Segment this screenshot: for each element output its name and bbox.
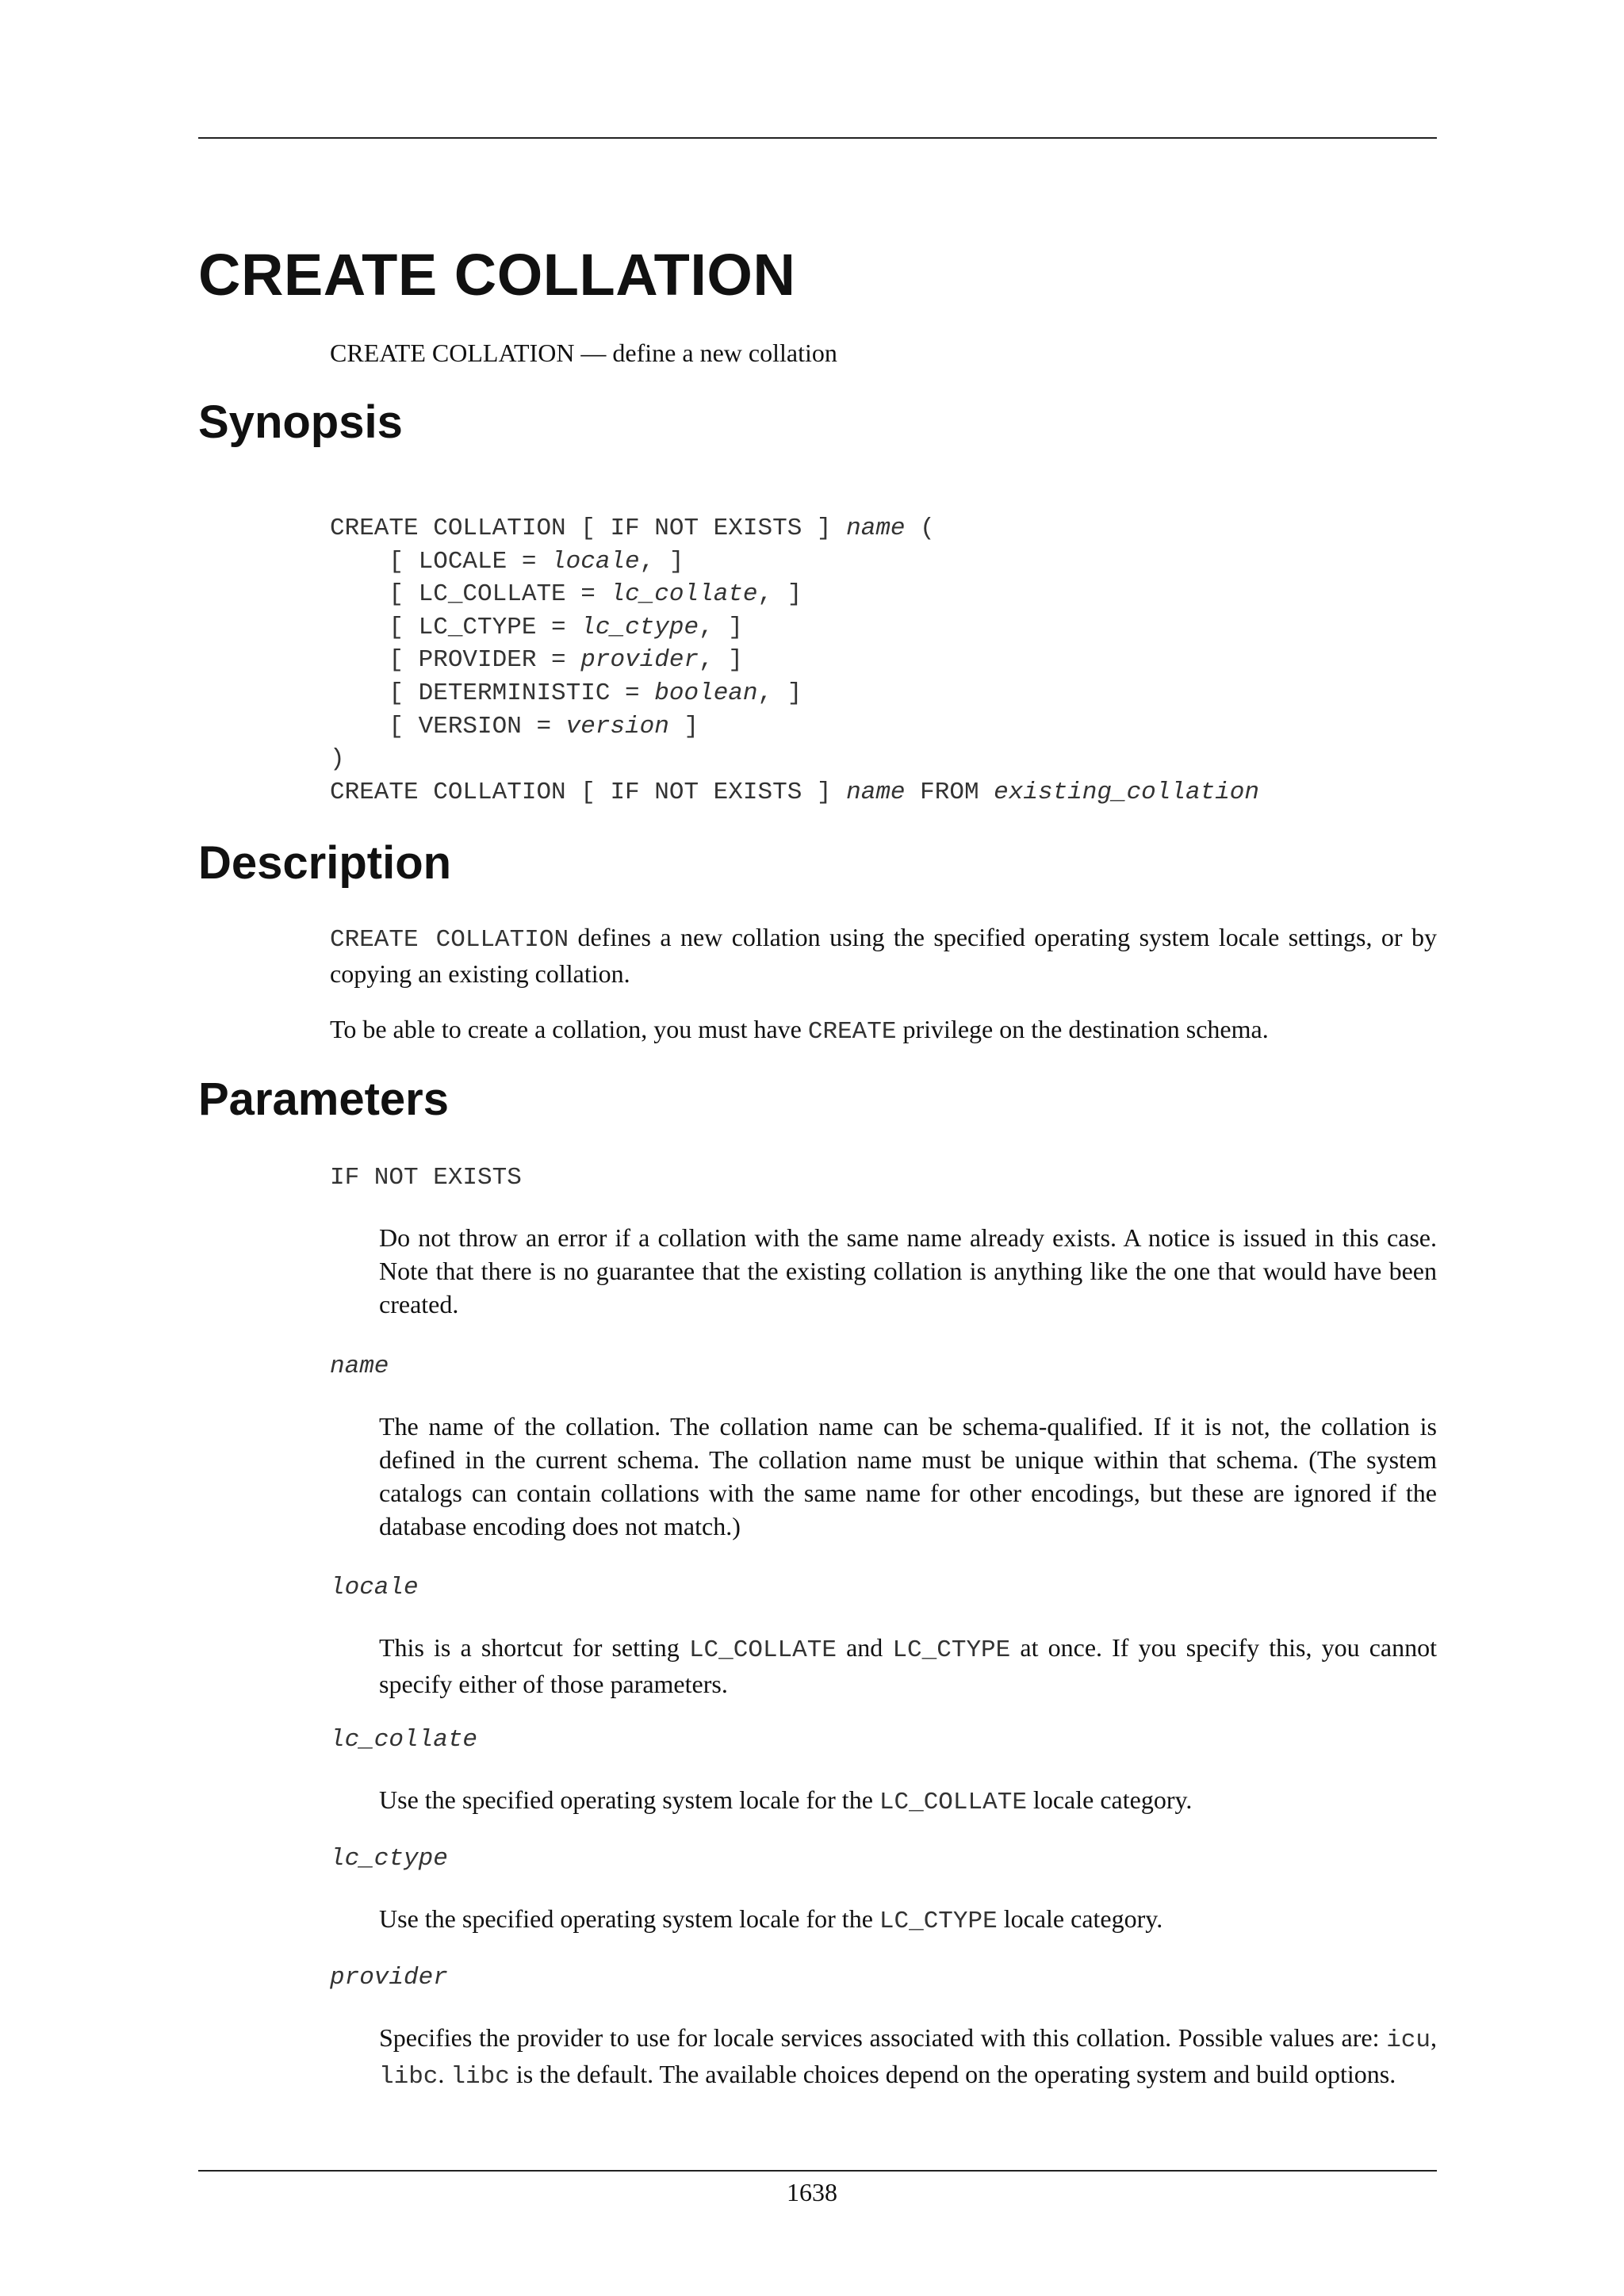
section-heading-synopsis: Synopsis	[198, 396, 403, 448]
description-paragraph-1: CREATE COLLATION defines a new collation using the specified operating system locale settings, or by copying an existing collation.	[330, 923, 1437, 988]
param-def-locale: This is a shortcut for setting LC_COLLATE and LC_CTYPE at once. If you specify this, you cannot specify either of those parameters.	[379, 1633, 1438, 1698]
synopsis-line: )	[330, 745, 345, 774]
synopsis-line: [ VERSION = version ]	[330, 712, 699, 740]
synopsis-line: [ DETERMINISTIC = boolean, ]	[330, 679, 802, 707]
section-heading-parameters: Parameters	[198, 1073, 449, 1125]
description-paragraph-2: To be able to create a collation, you must have CREATE privilege on the destination schema.	[330, 1015, 1269, 1046]
param-term-if-not-exists: IF NOT EXISTS	[330, 1164, 522, 1192]
param-term-lc-ctype: lc_ctype	[330, 1845, 448, 1873]
param-def-if-not-exists: Do not throw an error if a collation with the same name already exists. A notice is issued in this case. Note that there is no guarantee that the existing collation is anything like the one that would have been created.	[379, 1223, 1437, 1318]
synopsis-code-block	[330, 512, 1259, 809]
param-def-lc-collate: Use the specified operating system locale for the LC_COLLATE locale category.	[379, 1785, 1193, 1816]
header-rule	[198, 137, 1437, 139]
synopsis-line: CREATE COLLATION [ IF NOT EXISTS ] name FROM existing_collation	[330, 778, 1260, 806]
param-term-locale: locale	[330, 1574, 419, 1601]
synopsis-line: [ PROVIDER = provider, ]	[330, 646, 743, 675]
page-number: 1638	[787, 2178, 837, 2206]
refpurpose: CREATE COLLATION — define a new collation	[330, 339, 837, 367]
synopsis-line: [ LC_CTYPE = lc_ctype, ]	[330, 613, 743, 641]
param-term-name: name	[330, 1353, 389, 1380]
param-def-lc-ctype: Use the specified operating system locale for the LC_CTYPE locale category.	[379, 1904, 1163, 1935]
section-heading-description: Description	[198, 837, 452, 889]
page-title: CREATE COLLATION	[198, 242, 796, 308]
synopsis-line: CREATE COLLATION [ IF NOT EXISTS ] name (	[330, 515, 935, 542]
param-def-name: The name of the collation. The collation name can be schema-qualified. If it is not, the collation is defined in the current schema. The collation name must be unique within that schema. (The system catalogs can contain collations with the same name for other encodings, but these are ignored if the database encoding does not match.)	[379, 1412, 1437, 1540]
param-def-provider: Specifies the provider to use for locale services associated with this collation. Possible values are: icu, libc. libc is the default. The available choices depend on the operating system and build options.	[379, 2023, 1437, 2091]
param-term-lc-collate: lc_collate	[330, 1726, 478, 1754]
synopsis-line: [ LOCALE = locale, ]	[330, 547, 684, 576]
synopsis-line: [ LC_COLLATE = lc_collate, ]	[330, 580, 802, 609]
footer-rule	[198, 2170, 1437, 2172]
param-term-provider: provider	[330, 1964, 448, 1992]
